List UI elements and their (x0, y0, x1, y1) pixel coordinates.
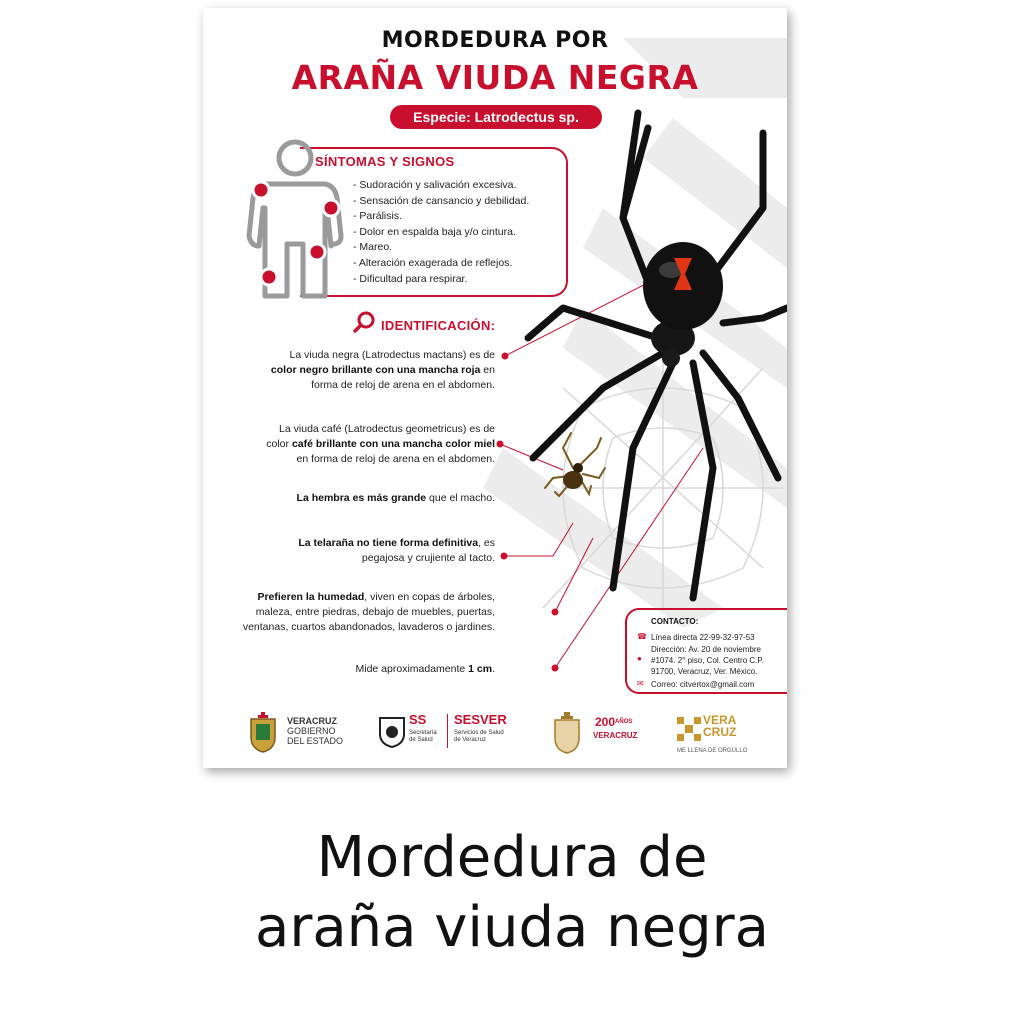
id-brown-widow-text: La viuda café (Latrodectus geometricus) es de color café brillante con una mancha color miel en forma de reloj de arena en el abdomen. (266, 423, 495, 465)
veracruz-brand-glyph-icon (677, 717, 701, 741)
salud-shield-logo (377, 714, 407, 748)
title-line-2: ARAÑA VIUDA NEGRA (291, 58, 699, 97)
sesver-logo-text: SESVER (454, 712, 507, 727)
contact-title: CONTACTO: (651, 617, 699, 626)
contact-email: Correo: citvertox@gmail.com (651, 680, 755, 689)
mail-icon: ✉ (637, 679, 644, 688)
identification-title: IDENTIFICACIÓN: (381, 318, 496, 333)
location-pin-icon: ● (637, 654, 642, 663)
id-habitat-text: Prefieren la humedad, viven en copas de árboles, maleza, entre piedras, debajo de muebles, puertas, ventanas, cuartos abandonados, lavaderos o jardines. (242, 591, 495, 633)
list-item: - Sudoración y salivación excesiva. (353, 179, 517, 191)
list-item: - Sensación de cansancio y debilidad. (353, 194, 530, 207)
veracruz-logo-text: VERACRUZ GOBIERNO DEL ESTADO (287, 716, 344, 746)
vera-cruz-logo-text: VERA CRUZ (703, 713, 737, 739)
title-line-1: MORDEDURA POR (381, 28, 609, 53)
anniversary-crest-logo (551, 710, 583, 754)
logo-divider (447, 714, 448, 748)
list-item: - Dolor en espalda baja y/o cintura. (353, 225, 516, 238)
id-web-text: La telaraña no tiene forma definitiva, es pegajosa y crujiente al tacto. (298, 537, 495, 564)
poster (203, 8, 787, 768)
ss-logo-subtext: Secretaría de Salud (409, 730, 437, 743)
caption-line-2: araña viuda negra (255, 895, 769, 960)
symptoms-title: SÍNTOMAS Y SIGNOS (315, 154, 455, 169)
ss-logo-text: SS (409, 712, 427, 727)
list-item: - Mareo. (353, 241, 393, 254)
contact-phone: Línea directa 22-99-32-97-53 (651, 633, 755, 642)
id-black-widow-text: La viuda negra (Latrodectus mactans) es de color negro brillante con una mancha roja en forma de reloj de arena en el abdomen. (270, 349, 495, 391)
vera-cruz-tagline: ME LLENA DE ORGULLO (677, 748, 748, 754)
list-item: - Alteración exagerada de reflejos. (353, 256, 513, 269)
anniversary-logo-number: $200^{AÑOS}$ (595, 715, 633, 729)
id-size-text: Mide aproximadamente 1 cm. (355, 663, 495, 675)
list-item: - Dificultad para respirar. (353, 272, 468, 285)
sesver-logo-subtext: Servicios de Salud de Veracruz (454, 730, 504, 743)
anniversary-logo-text: VERACRUZ (593, 731, 638, 740)
caption-line-1: Mordedura de (316, 825, 708, 890)
species-badge: Especie: Latrodectus sp. (390, 105, 602, 129)
phone-icon: ☎ (637, 632, 647, 641)
contact-address: Dirección: Av. 20 de noviembre #1074. 2° piso, Col. Centro C.P. 91700, Veracruz, Ver. México. (651, 645, 764, 676)
veracruz-coat-of-arms-logo (247, 711, 279, 753)
list-item: - Parálisis. (353, 210, 403, 223)
id-size-female-text: La hembra es más grande que el macho. (296, 492, 495, 504)
